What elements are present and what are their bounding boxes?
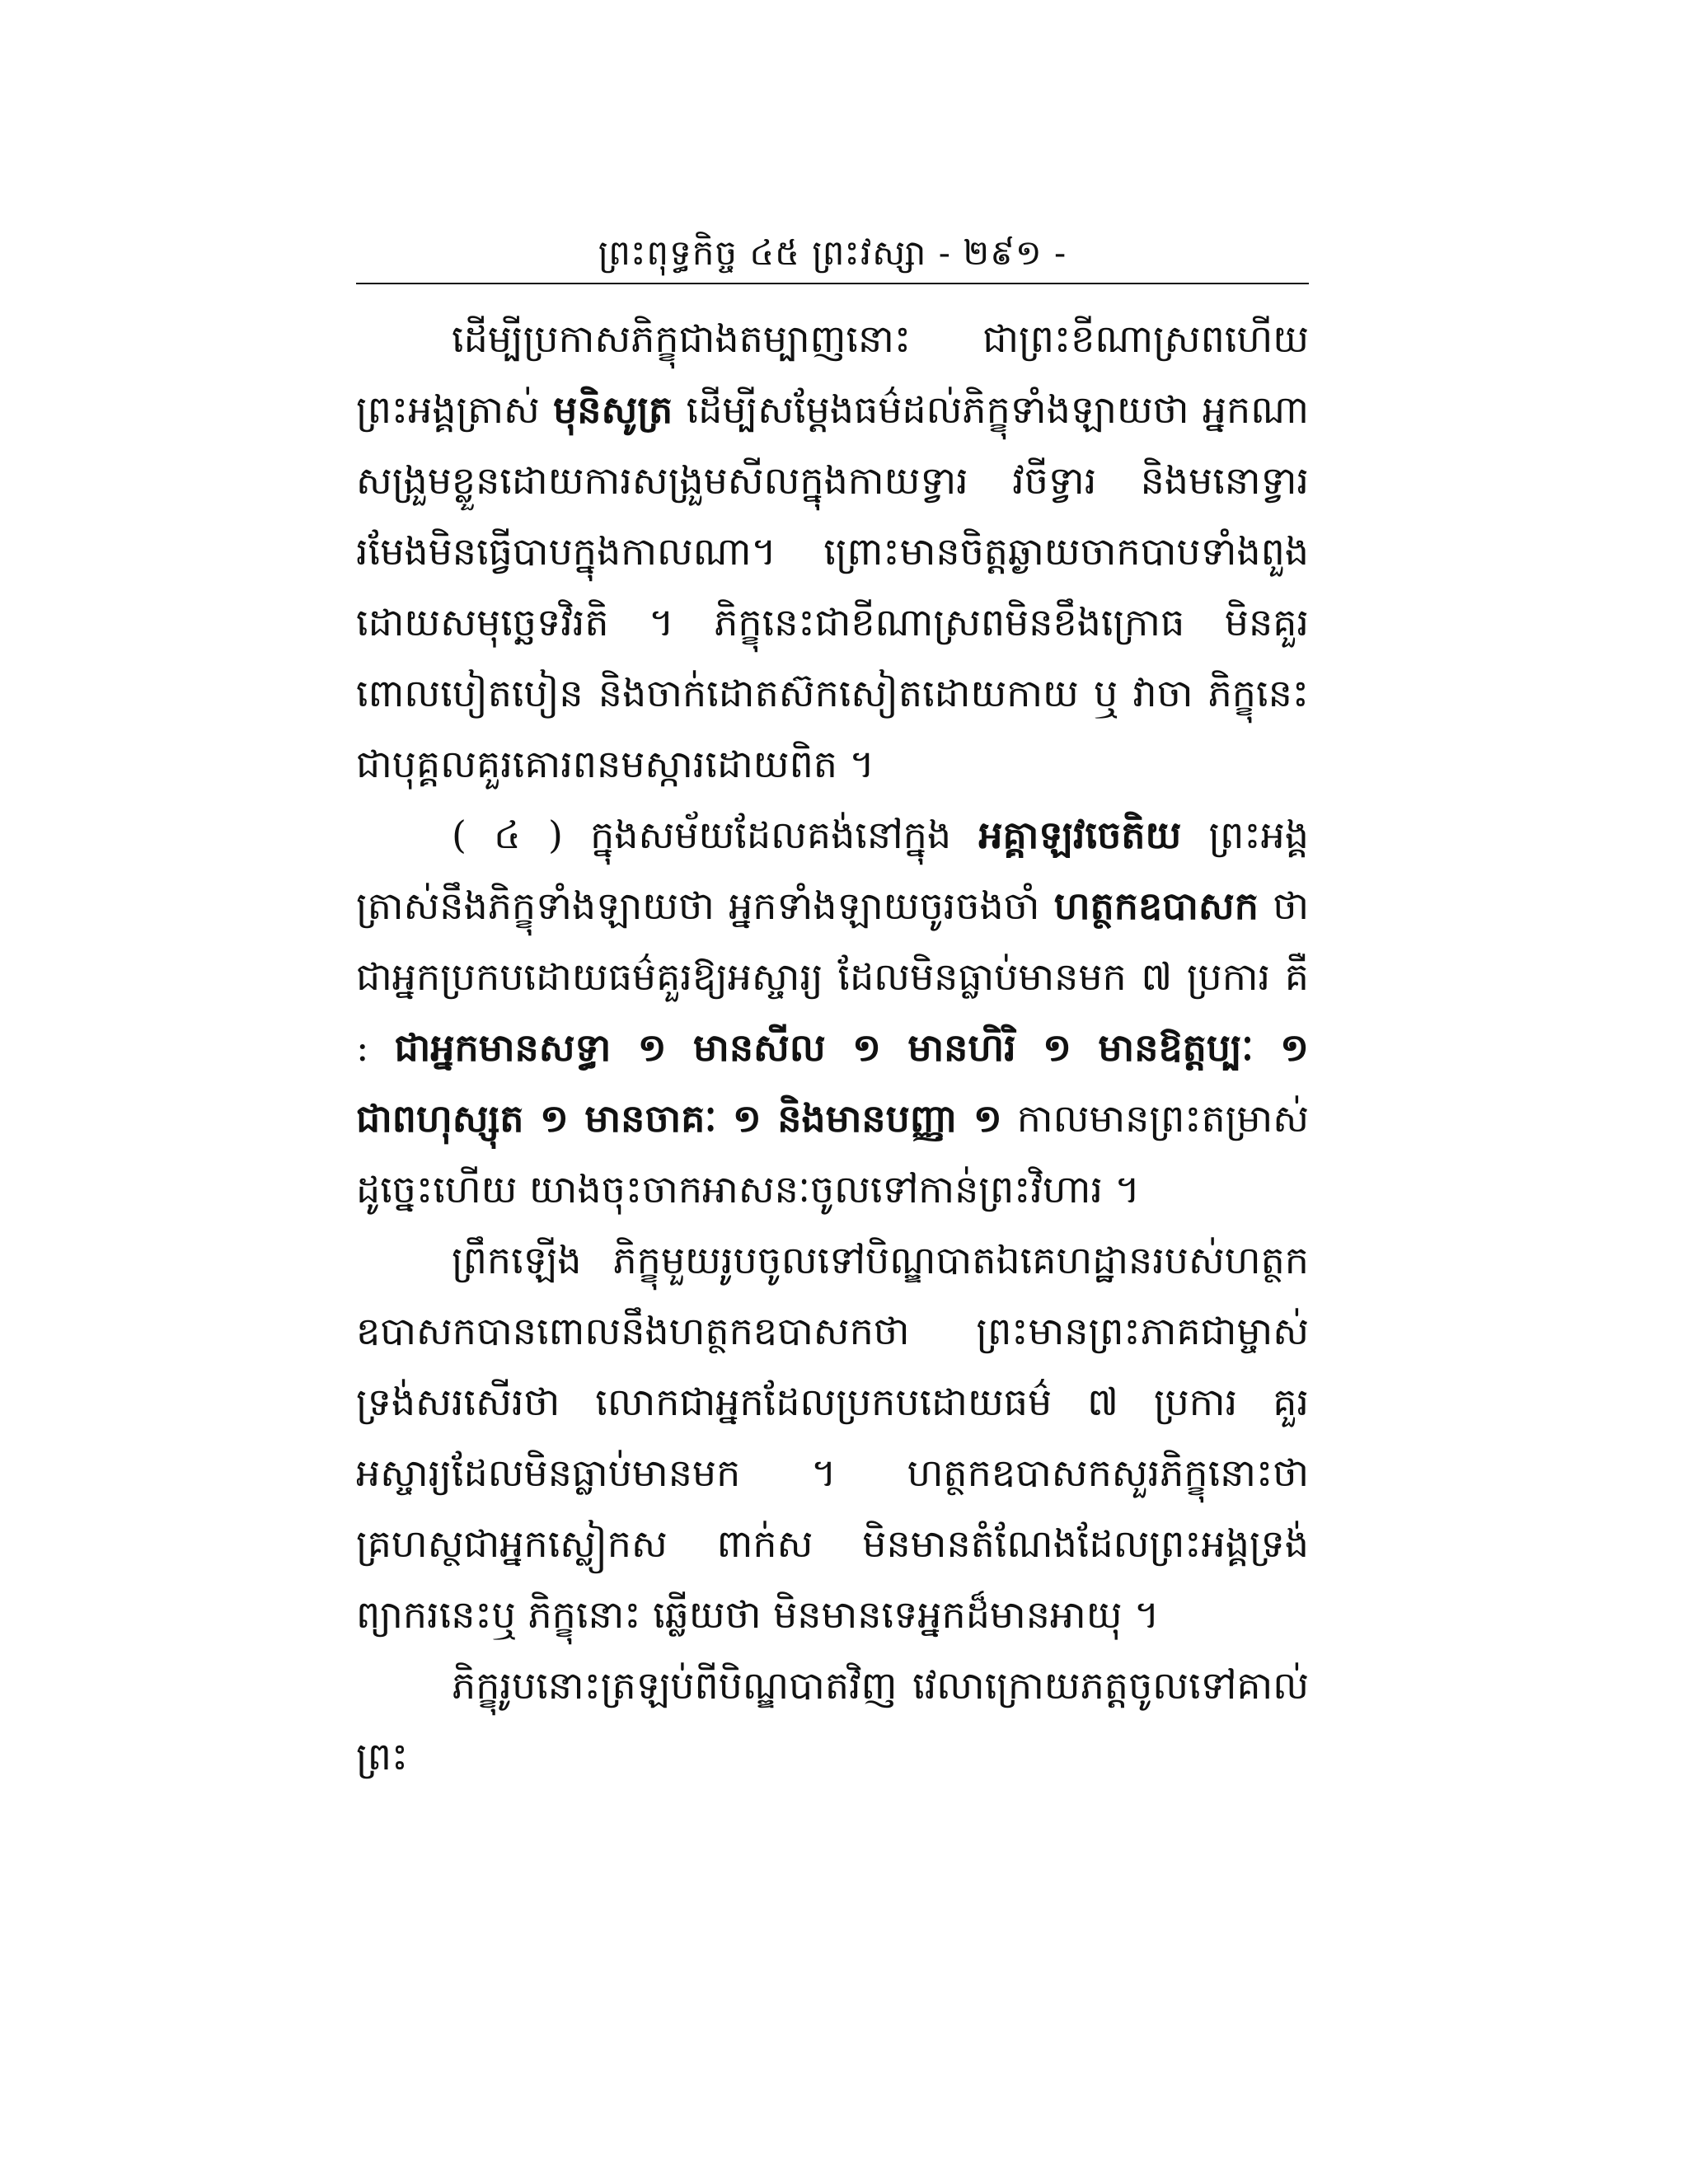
- seven-qualities: ជាអ្នកមានសទ្ធា ១ មានសីល ១ មានហិរិ ១ មានឱត្តប្បៈ ១ ជាពហុស្សុត ១ មានចាគៈ ១ និងមានបញ្ញា ១: [356, 1025, 1309, 1141]
- paragraph-4: ភិក្ខុរូបនោះត្រឡប់ពីបិណ្ឌបាតវិញ វេលាក្រោយភត្តចូលទៅគាល់ព្រះ: [356, 1663, 1309, 1779]
- running-title: ព្រះពុទ្ធកិច្ច ៤៥ ព្រះវស្សា: [598, 232, 927, 273]
- page-header: [356, 229, 1309, 277]
- paragraph-3: ព្រឹកឡើង ភិក្ខុមួយរូបចូលទៅបិណ្ឌបាតឯគេហដ្ឋានរបស់ហត្ថកឧបាសកបានពោលនឹងហត្ថកឧបាសកថា ព្រះមានព្រះភាគជាម្ចាស់ទ្រង់សរសើរថា លោកជាអ្នកដែលប្រកបដោយធម៌ ៧ ប្រការ គួរអស្ចារ្យដែលមិនធ្លាប់មានមក ។ ហត្ថកឧបាសកសួរភិក្ខុនោះថា គ្រហស្ថជាអ្នកស្លៀកស ពាក់ស មិនមានតំណែងដែលព្រះអង្គទ្រង់ព្យាករនេះឬ ភិក្ខុនោះ ឆ្លើយថា មិនមានទេអ្នកដ៏មានអាយុ ។: [356, 1238, 1309, 1637]
- paragraph-2: ( ៤ ) ក្នុងសម័យដែលគង់នៅក្នុង អគ្គាឡវចេតិយ ព្រះអង្គត្រាស់នឹងភិក្ខុទាំងឡាយថា អ្នកទាំងឡាយចូរចងចាំ ហត្ថកឧបាសក ថា ជាអ្នកប្រកបដោយធម៌គួរឱ្យអស្ចារ្យ ដែលមិនធ្លាប់មានមក ៧ ប្រការ គឺ : ជាអ្នកមានសទ្ធា ១ មានសីល ១ មានហិរិ ១ មានឱត្តប្បៈ ១ ជាពហុស្សុត ១ មានចាគៈ ១ និងមានបញ្ញា ១ កាលមានព្រះតម្រាស់ ដូច្នេះហើយ យាងចុះចាកអាសនៈចូលទៅកាន់ព្រះវិហារ ។: [356, 813, 1310, 1212]
- page-number: - ២៩១ -: [938, 232, 1067, 273]
- header-rule: [356, 283, 1309, 284]
- sutta-name: មុនិសូត្រ: [553, 387, 673, 432]
- paragraph-1: ដើម្បីប្រកាសភិក្ខុជាងតម្បាញនោះ ជាព្រះខីណាស្រពហើយ ព្រះអង្គត្រាស់ មុនិសូត្រ ដើម្បីសម្តែងធម៌ដល់ភិក្ខុទាំងឡាយថា អ្នកណាសង្រួមខ្លួនដោយការសង្រួមសីលក្នុងកាយទ្វារ វចីទ្វារ និងមនោទ្វារ រមែងមិនធ្វើបាបក្នុងកាលណា។ ព្រោះមានចិត្តឆ្ងាយចាកបាបទាំងពួង ដោយសមុច្ឆេទវិរតិ ។ ភិក្ខុនេះជាខីណាស្រពមិនខឹងក្រោធ មិនគួរពោលបៀតបៀន និងចាក់ដោតស៊កសៀតដោយកាយ ឬ វាចា ភិក្ខុនេះជាបុគ្គលគួរគោរពនមស្ការដោយពិត ។: [356, 316, 1309, 786]
- body-text: [356, 303, 1309, 1792]
- shrine-name: អគ្គាឡវចេតិយ: [978, 813, 1182, 857]
- lay-disciple-name: ហត្ថកឧបាសក: [1053, 883, 1259, 928]
